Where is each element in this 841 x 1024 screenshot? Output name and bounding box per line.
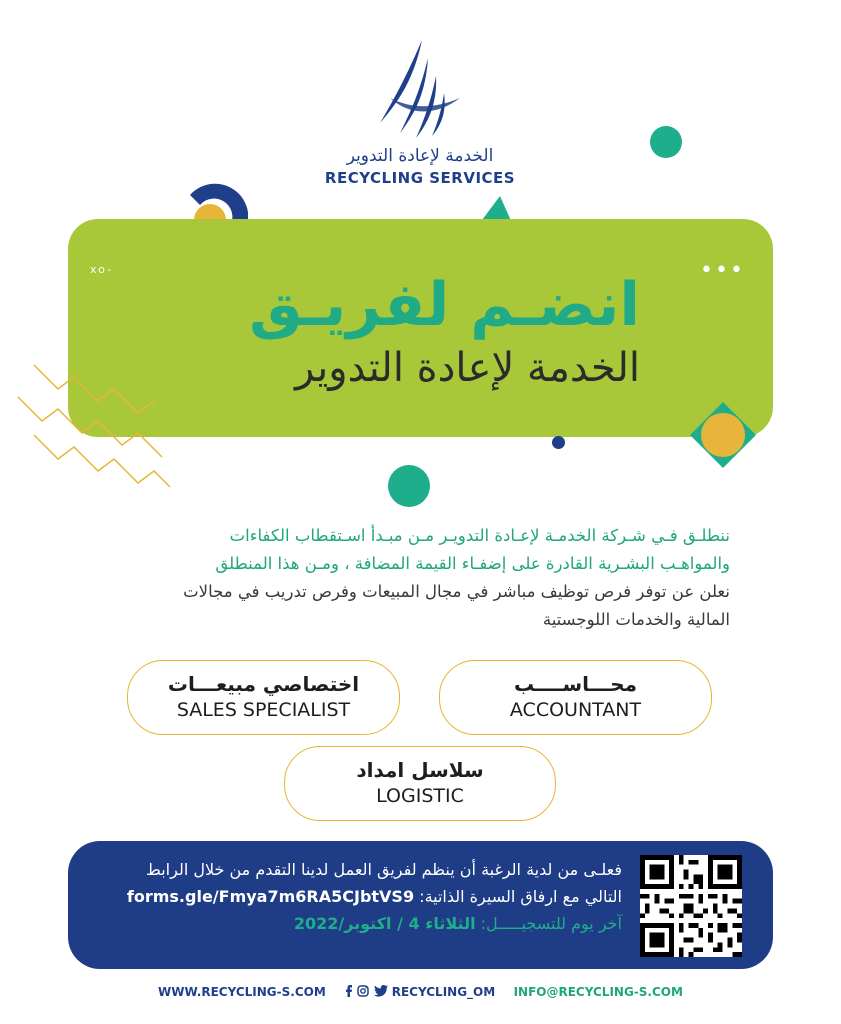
decorative-teal-circle bbox=[650, 126, 682, 158]
intro-line: نعلن عن توفر فرص توظيف مباشر في مجال المبيعات وفرص تدريب في مجالات bbox=[183, 582, 730, 601]
logo-mark-icon bbox=[370, 38, 470, 143]
email-link[interactable]: INFO@RECYCLING-S.COM bbox=[513, 985, 683, 999]
position-logistic bbox=[284, 746, 556, 821]
deadline bbox=[98, 910, 622, 937]
twitter-icon[interactable] bbox=[374, 985, 388, 997]
footer bbox=[0, 985, 841, 999]
website-link[interactable]: WWW.RECYCLING-S.COM bbox=[158, 985, 326, 999]
intro-paragraph bbox=[100, 522, 730, 634]
position-title-arabic: سلاسل امداد bbox=[356, 758, 484, 782]
decorative-teal-circle bbox=[388, 465, 430, 507]
position-accountant bbox=[439, 660, 712, 735]
position-title-arabic: محـــاســــب bbox=[514, 672, 637, 696]
banner-marks: xo- bbox=[90, 263, 114, 276]
intro-line: والمواهـب البشـرية القادرة على إضفـاء القيمة المضافة ، ومـن هذا المنطلق bbox=[215, 554, 730, 573]
intro-line: ننطلـق فـي شـركة الخدمـة لإعـادة التدويـر مـن مبـدأ اسـتقطاب الكفاءات bbox=[229, 526, 730, 545]
decorative-navy-dot bbox=[552, 436, 565, 449]
apply-line bbox=[98, 883, 622, 910]
decorative-diamond-icon bbox=[690, 402, 756, 468]
logo-name-english: RECYCLING SERVICES bbox=[324, 169, 516, 187]
position-title-arabic: اختصاصي مبيعـــات bbox=[167, 672, 360, 696]
deadline-date: الثلاثاء 4 / اكتوبر/2022 bbox=[293, 914, 476, 933]
position-sales-specialist bbox=[127, 660, 400, 735]
intro-line: المالية والخدمات اللوجستية bbox=[542, 610, 730, 629]
banner-dots-icon: ••• bbox=[700, 258, 745, 283]
instagram-icon[interactable] bbox=[357, 985, 369, 997]
logo-name-arabic: الخدمة لإعادة التدوير bbox=[346, 146, 494, 166]
headline-company-name: الخدمة لإعادة التدوير bbox=[295, 345, 640, 391]
deadline-label: آخر يوم للتسجيـــــل: bbox=[480, 914, 622, 933]
qr-code-icon[interactable] bbox=[640, 855, 742, 957]
apply-line-prefix: التالي مع ارفاق السيرة الذاتية: bbox=[419, 887, 622, 906]
social-handle[interactable]: RECYCLING_OM bbox=[391, 985, 496, 999]
application-link[interactable]: forms.gle/Fmya7m6RA5CJbtVS9 bbox=[126, 887, 415, 906]
position-title-english: SALES SPECIALIST bbox=[176, 699, 351, 721]
apply-text bbox=[98, 856, 622, 937]
position-title-english: ACCOUNTANT bbox=[509, 699, 642, 721]
facebook-icon[interactable] bbox=[344, 985, 353, 997]
apply-line: فعلـى من لدية الرغبة أن ينظم لفريق العمل لدينا التقدم من خلال الرابط bbox=[146, 860, 622, 879]
position-title-english: LOGISTIC bbox=[376, 785, 464, 807]
decorative-zigzag-icon bbox=[14, 355, 174, 495]
headline-join-team: انضـم لفريـق bbox=[249, 270, 640, 340]
